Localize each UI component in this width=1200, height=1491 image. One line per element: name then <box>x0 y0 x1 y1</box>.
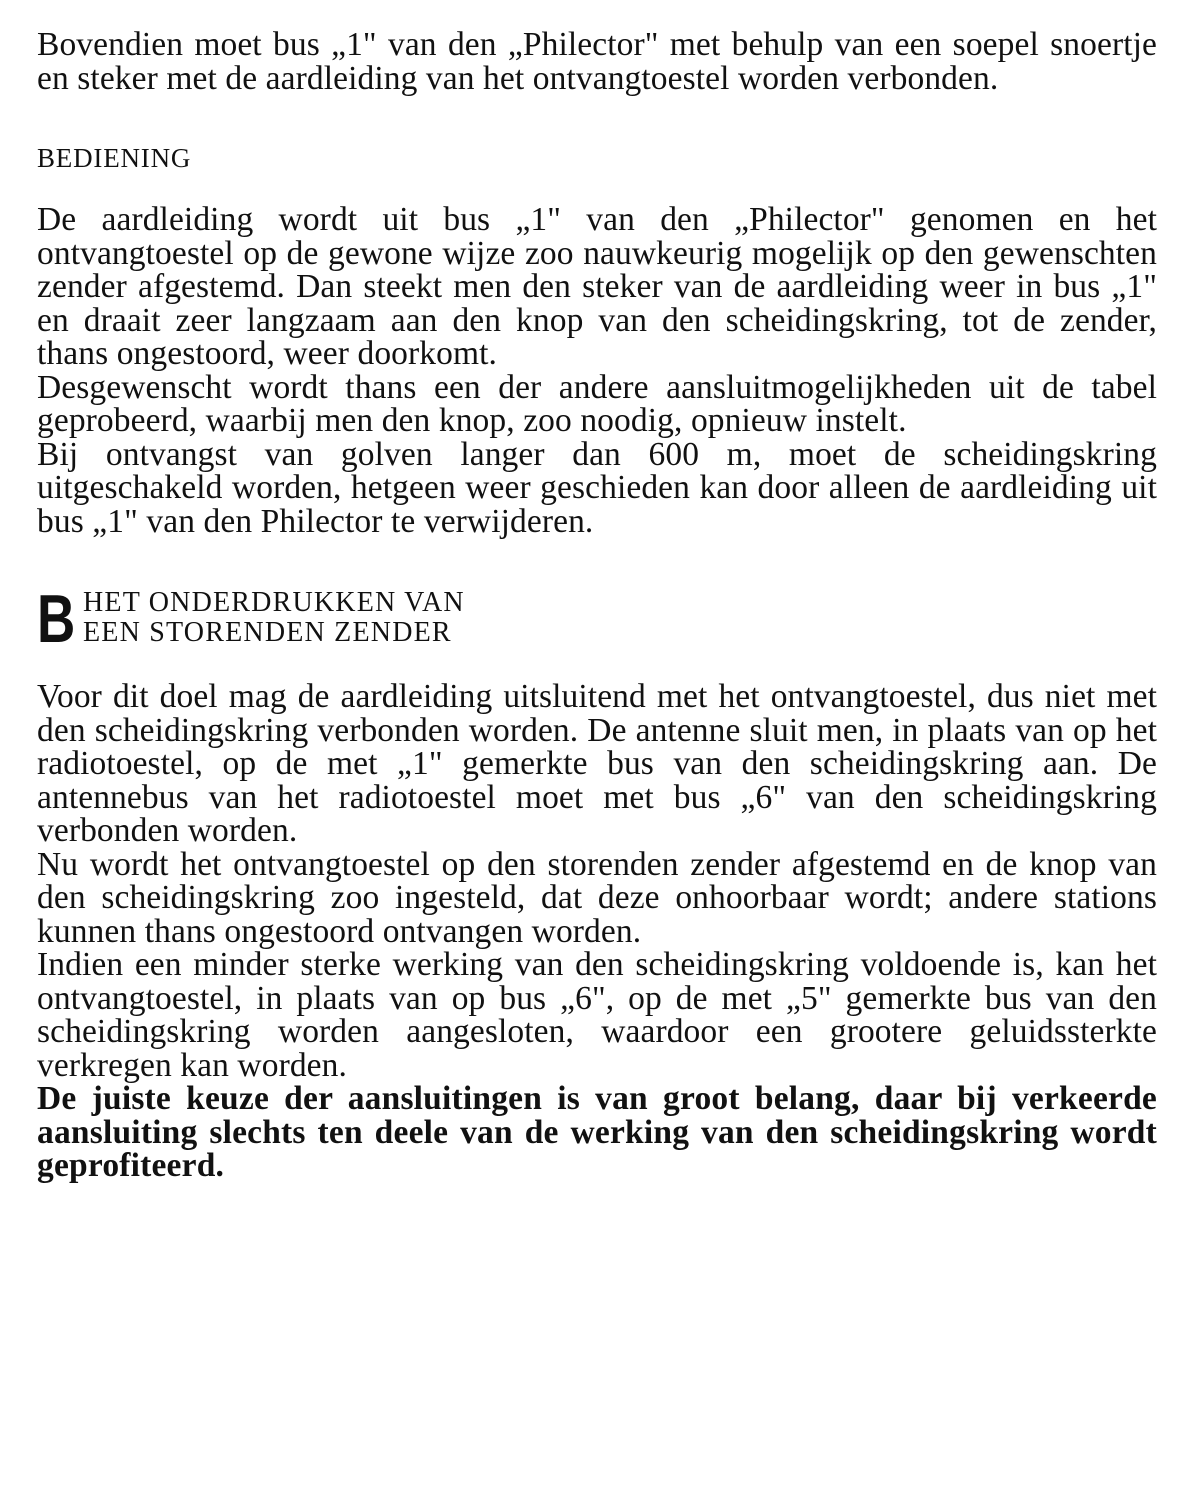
bediening-paragraph-3: Bij ontvangst van golven langer dan 600 m, moet de scheidingskring uitgeschakeld worden, hetgeen weer geschieden kan door alleen de aardleiding uit bus „1" van den Philector te verwijderen. <box>37 435 1157 540</box>
bediening-paragraph-1: De aardleiding wordt uit bus „1" van den „Philector" genomen en het ontvangtoestel op de gewone wijze zoo nauwkeurig mogelijk op den gewenschten zender afgestemd. Dan steekt men den steker van de aardleiding weer in bus „1" en draait zeer langzaam aan den knop van den scheidingskring, tot de zender, thans ongestoord, weer doorkomt. <box>37 201 1157 372</box>
section-b-paragraph-2: Nu wordt het ontvangtoestel op den storenden zender afgestemd en de knop van den scheidingskring zoo ingesteld, dat deze onhoorbaar wordt; andere stations kunnen thans ongestoord ontvangen worden. <box>37 845 1157 950</box>
section-b-paragraph-3: Indien een minder sterke werking van den scheidingskring voldoende is, kan het ontvangtoestel, in plaats van op bus „6", op de met „5" gemerkte bus van den scheidingskring worden aangesloten, waardoor een grootere geluidssterkte verkregen kan worden. <box>37 946 1157 1084</box>
section-b-title-line-2: EEN STORENDEN ZENDER <box>83 617 452 648</box>
section-b-closing-paragraph: De juiste keuze der aansluitingen is van groot belang, daar bij verkeerde aansluiting slechts ten deele van de werking van den scheidingskring wordt geprofiteerd. <box>37 1080 1157 1184</box>
section-b-title-line-1: HET ONDERDRUKKEN VAN <box>83 587 465 618</box>
section-b-title <box>83 588 465 648</box>
document-page <box>37 28 1157 1183</box>
bediening-paragraph-2: Desgewenscht wordt thans een der andere aansluitmogelijkheden uit de tabel geprobeerd, waarbij men den knop, zoo noodig, opnieuw instelt. <box>37 368 1157 439</box>
section-b-letter: B <box>37 581 76 657</box>
bediening-heading: BEDIENING <box>37 143 192 173</box>
intro-paragraph: Bovendien moet bus „1" van den „Philector" met behulp van een soepel snoertje en steker met de aardleiding van het ontvangtoestel worden verbonden. <box>37 26 1157 97</box>
section-b-paragraph-1: Voor dit doel mag de aardleiding uitsluitend met het ontvangtoestel, dus niet met den scheidingskring verbonden worden. De antenne sluit men, in plaats van op het radiotoestel, op de met „1" gemerkte bus van den scheidingskring aan. De antennebus van het radiotoestel moet met bus „6" van den scheidingskring verbonden worden. <box>37 678 1157 849</box>
section-b-heading <box>37 581 1157 657</box>
